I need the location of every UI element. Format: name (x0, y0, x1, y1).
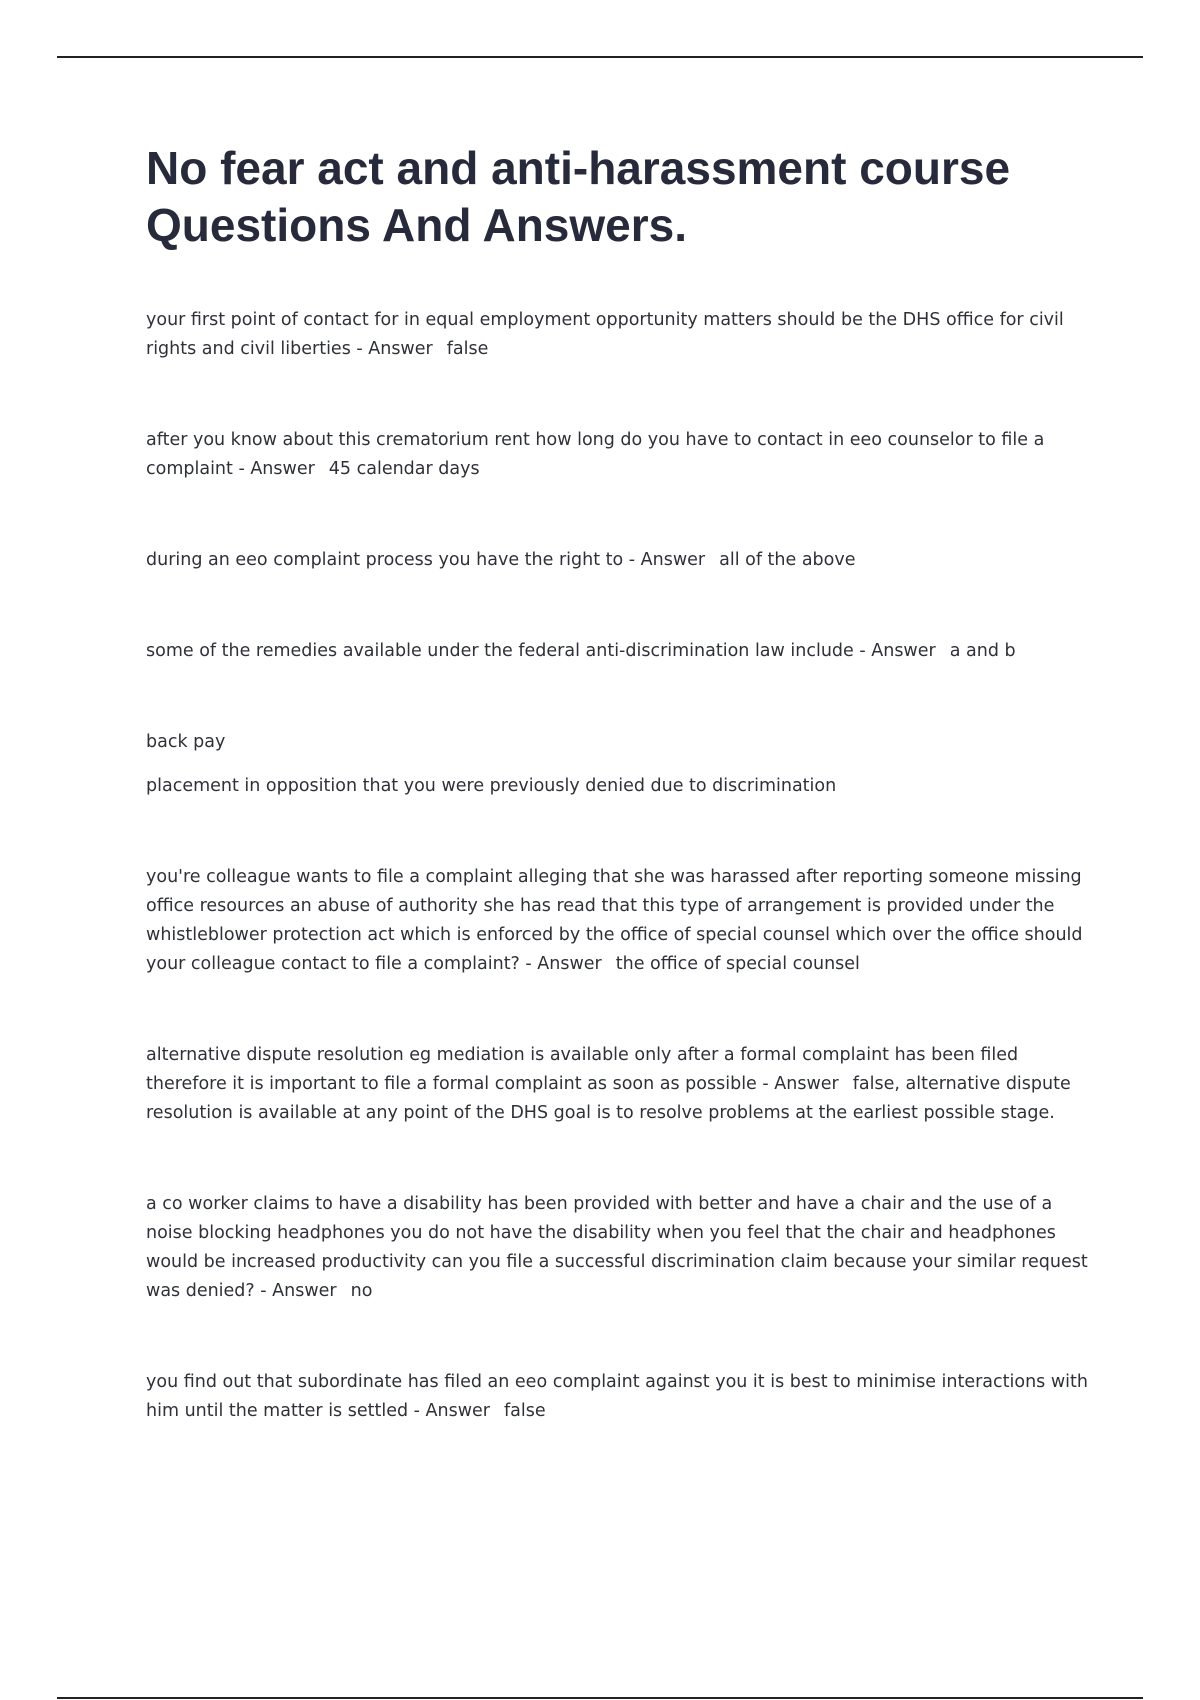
qa-item-6 (146, 1041, 1092, 1128)
question-text: during an eeo complaint process you have the right to - Answer (146, 550, 706, 570)
question-text: you're colleague wants to file a complaint alleging that she was harassed after reporting someone missing office resources an abuse of authority she has read that this type of arrangement is provided under the whistleblower protection act which is enforced by the office of special counsel which over the office should your colleague contact to file a complaint? - Answer (146, 867, 1083, 974)
top-rule (57, 56, 1143, 58)
remedy-line-2: placement in opposition that you were previously denied due to discrimination (146, 776, 837, 796)
question-text: after you know about this crematorium rent how long do you have to contact in eeo counselor to file a complaint - Answer (146, 430, 1045, 479)
answer-text: 45 calendar days (328, 459, 480, 479)
title-line-2: Questions And Answers. (146, 199, 688, 251)
answer-text: false, alternative dispute resolution is available at any point of the DHS goal is to resolve problems at the earliest possible stage. (146, 1074, 1071, 1123)
page-title (146, 140, 1092, 254)
answer-text: false (503, 1401, 546, 1421)
answer-text: no (350, 1281, 373, 1301)
qa-item-7 (146, 1190, 1092, 1306)
qa-list (146, 306, 1092, 1426)
question-text: alternative dispute resolution eg mediation is available only after a formal complaint has been filed therefore it is important to file a formal complaint as soon as possible - Answer (146, 1045, 1019, 1094)
question-text: a co worker claims to have a disability has been provided with better and have a chair and the use of a noise blocking headphones you do not have the disability when you feel that the chair and headphones would be increased productivity can you file a successful discrimination claim because your similar request was denied? - Answer (146, 1194, 1088, 1301)
answer-text: a and b (949, 641, 1016, 661)
qa-item-5 (146, 863, 1092, 979)
qa-item-8 (146, 1368, 1092, 1426)
qa-item-3 (146, 546, 1092, 575)
answer-text: false (446, 339, 489, 359)
qa-item-1 (146, 306, 1092, 364)
answer-text: all of the above (719, 550, 856, 570)
question-text: your first point of contact for in equal employment opportunity matters should be the DHS office for civil rights and civil liberties - Answer (146, 310, 1064, 359)
title-line-1: No fear act and anti-harassment course (146, 142, 1011, 194)
answer-text: the office of special counsel (615, 954, 860, 974)
document-body (146, 140, 1092, 1488)
question-text: you find out that subordinate has filed an eeo complaint against you it is best to minimise interactions with him until the matter is settled - Answer (146, 1372, 1088, 1421)
remedy-line-1: back pay (146, 732, 226, 752)
qa-item-2 (146, 426, 1092, 484)
bottom-rule (57, 1697, 1143, 1699)
qa-item-4 (146, 637, 1092, 666)
question-text: some of the remedies available under the federal anti-discrimination law include - Answer (146, 641, 936, 661)
